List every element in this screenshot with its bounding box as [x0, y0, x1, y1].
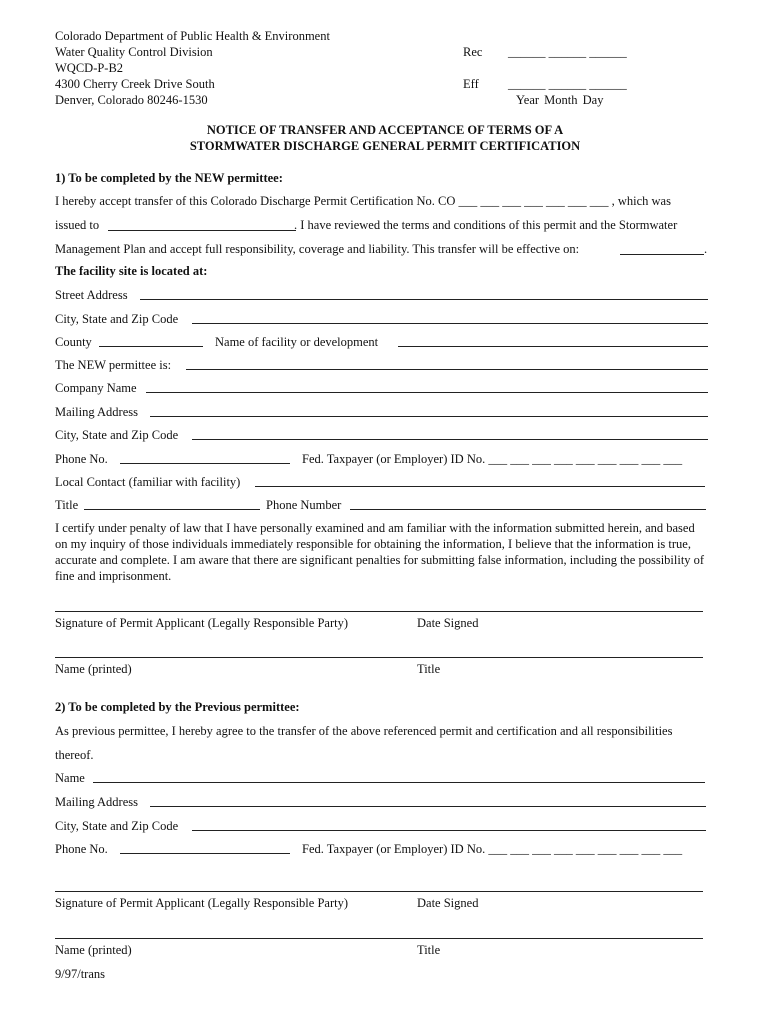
prev-mailing-label: Mailing Address [55, 795, 138, 809]
form-title-line2: STORMWATER DISCHARGE GENERAL PERMIT CERTIFICATION [189, 139, 581, 153]
company-name-field[interactable] [146, 392, 708, 393]
new-city-label: City, State and Zip Code [55, 428, 179, 442]
date-signed-label: Date Signed [417, 616, 479, 630]
effective-date-field[interactable] [620, 254, 704, 255]
prev-city-field[interactable] [192, 830, 706, 831]
site-city-label: City, State and Zip Code [55, 312, 179, 326]
agency-name: Colorado Department of Public Health & Environment [55, 29, 330, 43]
form-revision-code: 9/97/trans [55, 967, 105, 981]
new-permittee-label: The NEW permittee is: [55, 358, 172, 372]
prev-signer-title-label: Title [417, 943, 441, 957]
management-text: Management Plan and accept full responsibility, coverage and liability. This transfer will be effective on: [55, 242, 580, 256]
county-field[interactable] [99, 346, 203, 347]
date-column-labels: Year Month Day [516, 93, 604, 107]
rec-label: Rec [463, 45, 483, 59]
phone-number-label: Phone Number [266, 498, 342, 512]
site-heading: The facility site is located at: [55, 264, 208, 278]
prev-fed-tax-id-field[interactable]: Fed. Taxpayer (or Employer) ID No. ___ ___ ___ ___ ___ ___ ___ ___ ___ [302, 842, 683, 856]
name-printed-line[interactable] [55, 657, 703, 658]
mail-code: WQCD-P-B2 [55, 61, 124, 75]
section2-heading: 2) To be completed by the Previous permittee: [55, 700, 300, 714]
prev-name-field[interactable] [93, 782, 705, 783]
street-address-field[interactable] [140, 299, 708, 300]
mailing-address-label: Mailing Address [55, 405, 138, 419]
site-city-field[interactable] [192, 323, 708, 324]
agree-transfer-text: As previous permittee, I hereby agree to the transfer of the above referenced permit and certification and all responsibilities [55, 724, 673, 738]
issued-to-label: issued to [55, 218, 100, 232]
signer-title-label: Title [417, 662, 441, 676]
section1-heading: 1) To be completed by the NEW permittee: [55, 171, 283, 185]
prev-signature-line[interactable] [55, 891, 703, 892]
phone-label: Phone No. [55, 452, 108, 466]
city-line: Denver, Colorado 80246-1530 [55, 93, 208, 107]
contact-title-field[interactable] [84, 509, 260, 510]
signature-label: Signature of Permit Applicant (Legally Responsible Party) [55, 616, 348, 630]
issued-to-field[interactable] [108, 230, 296, 231]
prev-phone-field[interactable] [120, 853, 290, 854]
eff-date-blanks[interactable]: ______ ______ ______ [508, 77, 627, 91]
new-city-field[interactable] [192, 439, 708, 440]
local-contact-field[interactable] [255, 486, 705, 487]
street-address-label: Street Address [55, 288, 128, 302]
prev-date-signed-label: Date Signed [417, 896, 479, 910]
prev-name-printed-line[interactable] [55, 938, 703, 939]
county-label: County [55, 335, 92, 349]
new-permittee-field[interactable] [186, 369, 708, 370]
reviewed-text: . I have reviewed the terms and conditions of this permit and the Stormwater [294, 218, 678, 232]
prev-signature-label: Signature of Permit Applicant (Legally Responsible Party) [55, 896, 348, 910]
mailing-address-field[interactable] [150, 416, 708, 417]
fed-tax-id-field[interactable]: Fed. Taxpayer (or Employer) ID No. ___ ___ ___ ___ ___ ___ ___ ___ ___ [302, 452, 683, 466]
eff-label: Eff [463, 77, 479, 91]
prev-mailing-field[interactable] [150, 806, 706, 807]
facility-name-label: Name of facility or development [215, 335, 379, 349]
certification-statement: I certify under penalty of law that I have personally examined and am familiar with the information submitted herein, and based on my inquiry of those individuals immediately responsible for obtaining the information, I believe that the information is true, accurate and complete. I am aware that there are significant penalties for submitting false information, including the possibility of fine and imprisonment. [55, 521, 705, 583]
rec-date-blanks[interactable]: ______ ______ ______ [508, 45, 627, 59]
division-name: Water Quality Control Division [55, 45, 213, 59]
prev-phone-label: Phone No. [55, 842, 108, 856]
local-contact-label: Local Contact (familiar with facility) [55, 475, 241, 489]
phone-number-field[interactable] [350, 509, 706, 510]
form-title-line1: NOTICE OF TRANSFER AND ACCEPTANCE OF TERMS OF A [206, 123, 564, 137]
agree-transfer-text-cont: thereof. [55, 748, 94, 762]
accept-transfer-text: I hereby accept transfer of this Colorado Discharge Permit Certification No. CO ___ ___ ___ ___ ___ ___ ___ , which was [55, 194, 671, 208]
signature-line[interactable] [55, 611, 703, 612]
prev-name-printed-label: Name (printed) [55, 943, 132, 957]
phone-field[interactable] [120, 463, 290, 464]
prev-name-label: Name [55, 771, 85, 785]
contact-title-label: Title [55, 498, 79, 512]
prev-city-label: City, State and Zip Code [55, 819, 179, 833]
facility-name-field[interactable] [398, 346, 708, 347]
street-address-line: 4300 Cherry Creek Drive South [55, 77, 215, 91]
period-mark: . [704, 242, 708, 256]
company-name-label: Company Name [55, 381, 137, 395]
name-printed-label: Name (printed) [55, 662, 132, 676]
